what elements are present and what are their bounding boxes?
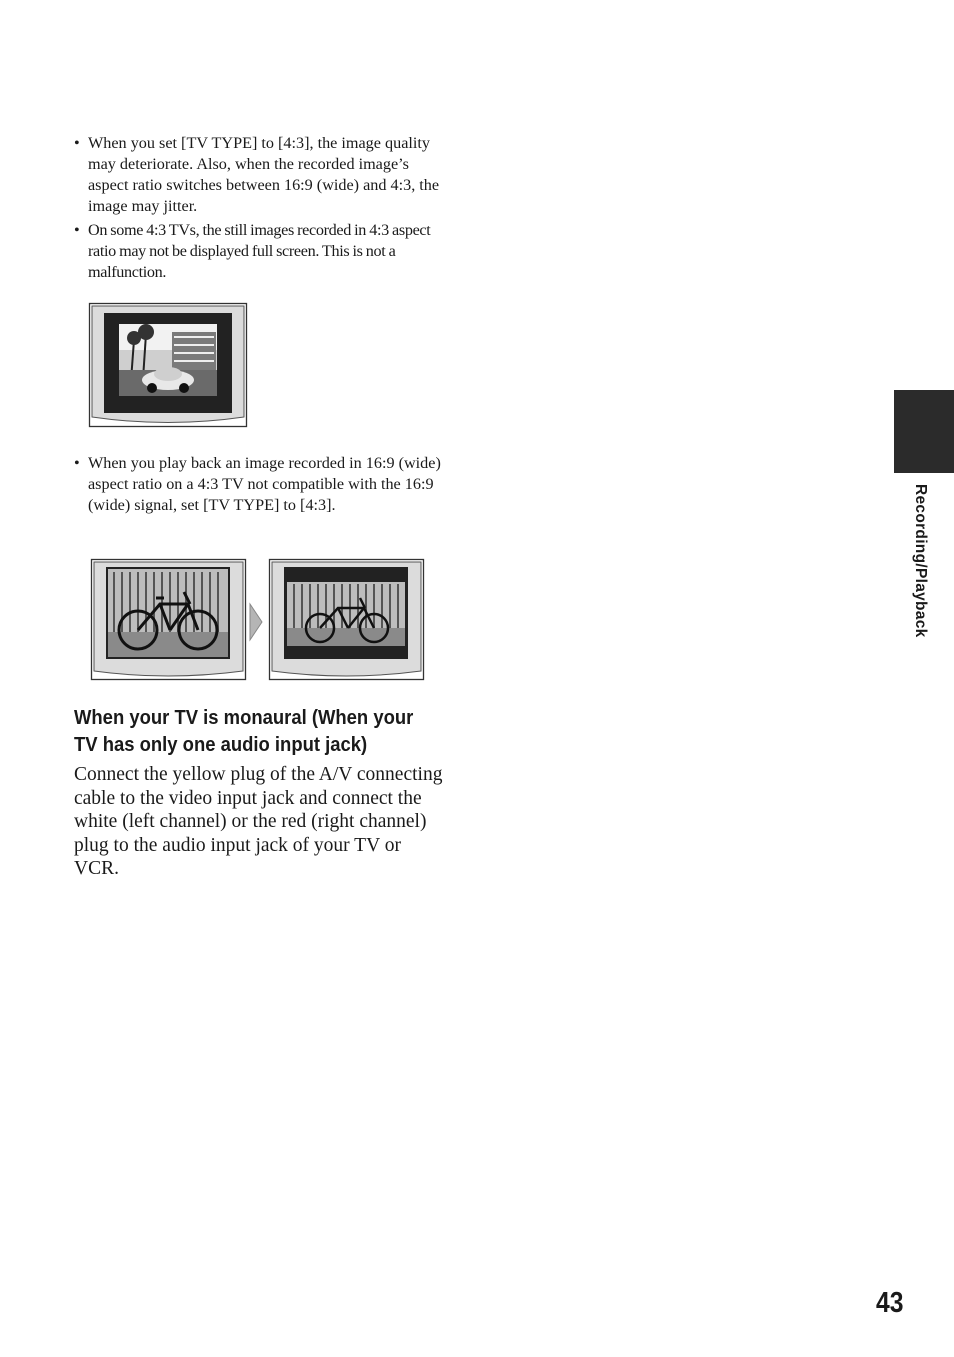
tv-4-3-illustration <box>88 302 248 428</box>
page-number: 43 <box>876 1287 904 1319</box>
section-heading-line-1: When your TV is monaural (When your <box>74 706 414 729</box>
arrow-right-icon <box>247 600 267 644</box>
section-heading <box>74 704 416 758</box>
side-tab-marker <box>894 390 954 473</box>
tv-after-illustration <box>268 558 425 681</box>
bullet-playback-16-9: • When you play back an image recorded in 16:9 (wide) aspect ratio on a 4:3 TV not compatible with the 16:9 (wide) signal, set [TV TYPE] to [4:3]. <box>74 453 442 516</box>
bullet-tv-type-quality: • When you set [TV TYPE] to [4:3], the image quality may deteriorate. Also, when the recorded image’s aspect ratio switches between 16:9 (wide) and 4:3, the image may jitter. <box>74 133 442 217</box>
bullet-still-images: • On some 4:3 TVs, the still images recorded in 4:3 aspect ratio may not be displayed full screen. This is not a malfunction. <box>74 220 442 283</box>
tv-before-illustration <box>90 558 247 681</box>
side-tab-label: Recording/Playback <box>912 484 929 638</box>
section-paragraph: Connect the yellow plug of the A/V connecting cable to the video input jack and connect the white (left channel) or the red (right channel) plug to the audio input jack of your TV or VCR. <box>74 764 443 879</box>
section-heading-line-2: TV has only one audio input jack) <box>74 733 368 756</box>
middle-bullet-list <box>74 453 442 519</box>
top-bullet-list <box>74 133 442 286</box>
